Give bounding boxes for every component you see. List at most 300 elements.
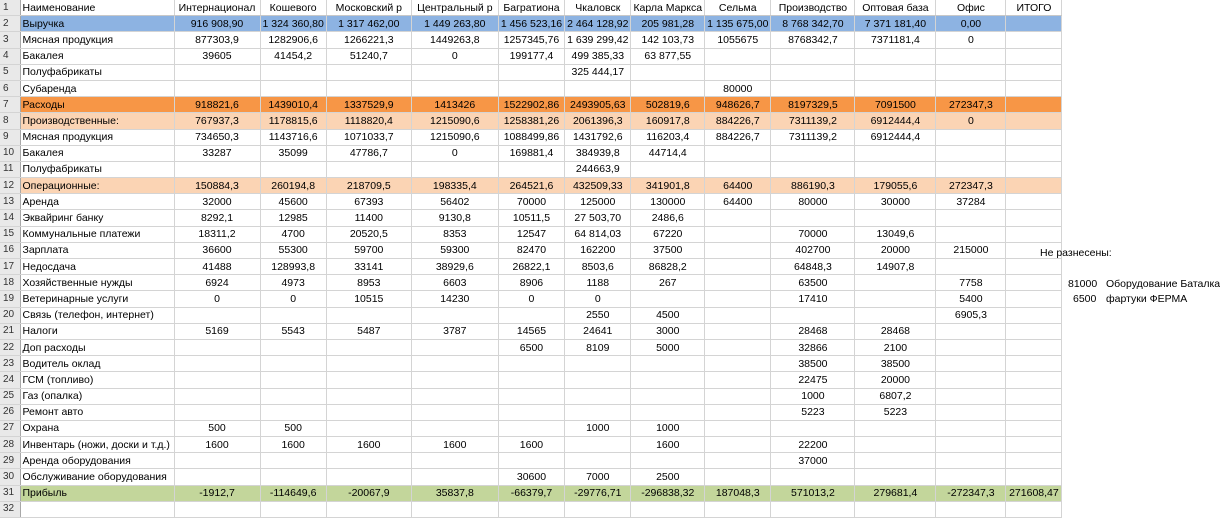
row-label-cell[interactable] [20,501,174,517]
value-cell[interactable] [498,64,564,80]
value-cell[interactable] [936,210,1006,226]
value-cell[interactable] [174,307,260,323]
value-cell[interactable] [260,404,326,420]
value-cell[interactable]: 734650,3 [174,129,260,145]
value-cell[interactable]: 4700 [260,226,326,242]
value-cell[interactable]: 12985 [260,210,326,226]
row-label-cell[interactable]: Расходы [20,97,174,113]
row-number[interactable]: 13 [0,194,20,210]
value-cell[interactable] [771,48,855,64]
value-cell[interactable]: 0 [411,145,498,161]
value-cell[interactable] [326,356,411,372]
value-cell[interactable] [705,307,771,323]
value-cell[interactable]: 4500 [631,307,705,323]
row-label-cell[interactable]: Аренда [20,194,174,210]
value-cell[interactable]: 11400 [326,210,411,226]
value-cell[interactable] [498,404,564,420]
value-cell[interactable] [1006,48,1062,64]
value-cell[interactable]: 0,00 [936,16,1006,32]
value-cell[interactable]: 24641 [565,323,631,339]
row-number[interactable]: 26 [0,404,20,420]
value-cell[interactable]: 47786,7 [326,145,411,161]
value-cell[interactable] [498,388,564,404]
value-cell[interactable]: 37500 [631,242,705,258]
row-label-cell[interactable]: Полуфабрикаты [20,64,174,80]
value-cell[interactable] [1006,161,1062,177]
value-cell[interactable] [498,453,564,469]
value-cell[interactable] [855,437,936,453]
value-cell[interactable] [631,372,705,388]
value-cell[interactable]: 35837,8 [411,485,498,501]
row-number[interactable]: 25 [0,388,20,404]
value-cell[interactable] [1006,437,1062,453]
row-number[interactable]: 14 [0,210,20,226]
value-cell[interactable] [411,64,498,80]
value-cell[interactable]: 1522902,86 [498,97,564,113]
value-cell[interactable] [260,356,326,372]
value-cell[interactable]: 3000 [631,323,705,339]
value-cell[interactable] [855,80,936,96]
value-cell[interactable] [411,404,498,420]
value-cell[interactable] [565,404,631,420]
value-cell[interactable] [705,275,771,291]
value-cell[interactable]: 877303,9 [174,32,260,48]
value-cell[interactable] [1006,404,1062,420]
value-cell[interactable] [936,129,1006,145]
value-cell[interactable]: 0 [174,291,260,307]
row-label-cell[interactable]: Недосдача [20,259,174,275]
value-cell[interactable]: 1600 [411,437,498,453]
value-cell[interactable] [936,48,1006,64]
column-header-cell[interactable]: Сельма [705,0,771,16]
value-cell[interactable]: 51240,7 [326,48,411,64]
value-cell[interactable] [260,469,326,485]
value-cell[interactable] [705,259,771,275]
value-cell[interactable] [771,469,855,485]
value-cell[interactable] [498,501,564,517]
row-number[interactable]: 8 [0,113,20,129]
value-cell[interactable] [936,323,1006,339]
value-cell[interactable] [1006,259,1062,275]
value-cell[interactable]: 45600 [260,194,326,210]
value-cell[interactable] [565,372,631,388]
value-cell[interactable] [631,64,705,80]
value-cell[interactable] [1006,16,1062,32]
value-cell[interactable] [705,145,771,161]
value-cell[interactable] [1006,145,1062,161]
value-cell[interactable]: 1 639 299,42 [565,32,631,48]
value-cell[interactable]: 160917,8 [631,113,705,129]
value-cell[interactable]: 30600 [498,469,564,485]
value-cell[interactable]: 41454,2 [260,48,326,64]
value-cell[interactable]: 162200 [565,242,631,258]
value-cell[interactable]: 767937,3 [174,113,260,129]
row-label-cell[interactable]: Производственные: [20,113,174,129]
value-cell[interactable]: 6603 [411,275,498,291]
value-cell[interactable] [260,372,326,388]
value-cell[interactable] [260,339,326,355]
value-cell[interactable] [705,161,771,177]
value-cell[interactable]: 6905,3 [936,307,1006,323]
row-label-cell[interactable]: Доп расходы [20,339,174,355]
value-cell[interactable]: 198335,4 [411,178,498,194]
side-note-text[interactable]: фартуки ФЕРМА [1106,293,1188,305]
value-cell[interactable] [936,437,1006,453]
value-cell[interactable] [631,388,705,404]
value-cell[interactable]: 14907,8 [855,259,936,275]
value-cell[interactable]: 39605 [174,48,260,64]
value-cell[interactable]: 7311139,2 [771,113,855,129]
value-cell[interactable] [498,161,564,177]
value-cell[interactable] [855,469,936,485]
value-cell[interactable]: 169881,4 [498,145,564,161]
value-cell[interactable] [174,64,260,80]
value-cell[interactable] [326,161,411,177]
value-cell[interactable]: 7311139,2 [771,129,855,145]
value-cell[interactable] [326,388,411,404]
value-cell[interactable] [174,388,260,404]
row-number[interactable]: 30 [0,469,20,485]
value-cell[interactable] [936,161,1006,177]
value-cell[interactable]: 1600 [498,437,564,453]
value-cell[interactable]: 38500 [771,356,855,372]
value-cell[interactable] [260,453,326,469]
value-cell[interactable] [1006,113,1062,129]
value-cell[interactable] [565,501,631,517]
value-cell[interactable]: 244663,9 [565,161,631,177]
value-cell[interactable]: 502819,6 [631,97,705,113]
column-header-cell[interactable]: Кошевого [260,0,326,16]
value-cell[interactable] [498,80,564,96]
value-cell[interactable]: 500 [174,420,260,436]
value-cell[interactable] [411,453,498,469]
value-cell[interactable]: 1257345,76 [498,32,564,48]
value-cell[interactable] [326,64,411,80]
value-cell[interactable]: 1088499,86 [498,129,564,145]
value-cell[interactable]: 142 103,73 [631,32,705,48]
value-cell[interactable]: 1215090,6 [411,113,498,129]
value-cell[interactable]: 5169 [174,323,260,339]
value-cell[interactable]: 3787 [411,323,498,339]
value-cell[interactable]: 1439010,4 [260,97,326,113]
value-cell[interactable]: 2500 [631,469,705,485]
side-note-amount[interactable]: 81000 [1068,278,1098,290]
value-cell[interactable]: 17410 [771,291,855,307]
value-cell[interactable] [1006,80,1062,96]
value-cell[interactable]: 8353 [411,226,498,242]
value-cell[interactable] [174,501,260,517]
row-number[interactable]: 4 [0,48,20,64]
row-label-cell[interactable]: Субаренда [20,80,174,96]
side-note-amount[interactable]: 6500 [1073,293,1097,305]
value-cell[interactable]: 205 981,28 [631,16,705,32]
value-cell[interactable]: 1055675 [705,32,771,48]
value-cell[interactable]: 2061396,3 [565,113,631,129]
value-cell[interactable] [411,80,498,96]
value-cell[interactable] [936,356,1006,372]
value-cell[interactable]: 32000 [174,194,260,210]
value-cell[interactable] [260,80,326,96]
value-cell[interactable] [631,356,705,372]
value-cell[interactable]: 7 371 181,40 [855,16,936,32]
value-cell[interactable]: 8503,6 [565,259,631,275]
row-number[interactable]: 3 [0,32,20,48]
row-number[interactable]: 10 [0,145,20,161]
value-cell[interactable] [705,242,771,258]
value-cell[interactable]: 272347,3 [936,178,1006,194]
value-cell[interactable]: 26822,1 [498,259,564,275]
row-label-cell[interactable]: Аренда оборудования [20,453,174,469]
value-cell[interactable] [411,356,498,372]
value-cell[interactable]: 8953 [326,275,411,291]
value-cell[interactable]: 6912444,4 [855,113,936,129]
value-cell[interactable] [1006,323,1062,339]
value-cell[interactable] [260,307,326,323]
value-cell[interactable]: 187048,3 [705,485,771,501]
value-cell[interactable]: 125000 [565,194,631,210]
value-cell[interactable]: 1258381,26 [498,113,564,129]
value-cell[interactable] [174,339,260,355]
value-cell[interactable] [411,420,498,436]
value-cell[interactable]: 1000 [631,420,705,436]
value-cell[interactable]: 37000 [771,453,855,469]
row-number[interactable]: 2 [0,16,20,32]
value-cell[interactable]: 70000 [771,226,855,242]
value-cell[interactable]: 10515 [326,291,411,307]
value-cell[interactable] [498,307,564,323]
value-cell[interactable]: 7091500 [855,97,936,113]
value-cell[interactable]: -272347,3 [936,485,1006,501]
value-cell[interactable] [1006,339,1062,355]
column-header-cell[interactable]: Интернационал [174,0,260,16]
value-cell[interactable] [855,420,936,436]
row-number[interactable]: 28 [0,437,20,453]
value-cell[interactable]: 8 768 342,70 [771,16,855,32]
value-cell[interactable] [1006,388,1062,404]
value-cell[interactable]: 22475 [771,372,855,388]
value-cell[interactable] [1006,453,1062,469]
value-cell[interactable] [771,145,855,161]
value-cell[interactable] [936,501,1006,517]
value-cell[interactable] [174,80,260,96]
value-cell[interactable] [705,323,771,339]
row-label-cell[interactable]: ГСМ (топливо) [20,372,174,388]
row-number[interactable]: 19 [0,291,20,307]
value-cell[interactable]: 8292,1 [174,210,260,226]
value-cell[interactable] [705,420,771,436]
value-cell[interactable]: 1431792,6 [565,129,631,145]
row-label-cell[interactable]: Бакалея [20,145,174,161]
value-cell[interactable] [705,64,771,80]
value-cell[interactable]: -29776,71 [565,485,631,501]
value-cell[interactable] [260,64,326,80]
row-number[interactable]: 5 [0,64,20,80]
value-cell[interactable]: 86828,2 [631,259,705,275]
value-cell[interactable] [936,145,1006,161]
value-cell[interactable]: 1000 [771,388,855,404]
value-cell[interactable]: 56402 [411,194,498,210]
value-cell[interactable]: 12547 [498,226,564,242]
value-cell[interactable]: 82470 [498,242,564,258]
value-cell[interactable] [565,388,631,404]
value-cell[interactable] [855,275,936,291]
value-cell[interactable]: 36600 [174,242,260,258]
value-cell[interactable]: 130000 [631,194,705,210]
value-cell[interactable]: -66379,7 [498,485,564,501]
row-number[interactable]: 22 [0,339,20,355]
row-label-cell[interactable]: Полуфабрикаты [20,161,174,177]
value-cell[interactable] [326,372,411,388]
value-cell[interactable] [1006,291,1062,307]
value-cell[interactable]: 1071033,7 [326,129,411,145]
value-cell[interactable]: 0 [565,291,631,307]
value-cell[interactable] [1006,307,1062,323]
value-cell[interactable] [326,501,411,517]
value-cell[interactable]: 5543 [260,323,326,339]
value-cell[interactable] [631,404,705,420]
row-label-cell[interactable]: Обслуживание оборудования [20,469,174,485]
value-cell[interactable]: 37284 [936,194,1006,210]
value-cell[interactable] [855,48,936,64]
value-cell[interactable] [771,501,855,517]
value-cell[interactable] [855,453,936,469]
value-cell[interactable] [705,437,771,453]
value-cell[interactable]: 918821,6 [174,97,260,113]
value-cell[interactable]: 22200 [771,437,855,453]
value-cell[interactable]: 886190,3 [771,178,855,194]
column-header-cell[interactable]: Карла Маркса [631,0,705,16]
value-cell[interactable] [936,64,1006,80]
value-cell[interactable]: 59700 [326,242,411,258]
value-cell[interactable] [326,80,411,96]
value-cell[interactable]: 28468 [855,323,936,339]
value-cell[interactable] [631,80,705,96]
value-cell[interactable]: 1282906,6 [260,32,326,48]
value-cell[interactable]: 2486,6 [631,210,705,226]
value-cell[interactable]: 384939,8 [565,145,631,161]
value-cell[interactable] [936,339,1006,355]
value-cell[interactable] [705,404,771,420]
value-cell[interactable] [411,339,498,355]
value-cell[interactable]: 1 456 523,16 [498,16,564,32]
value-cell[interactable] [705,469,771,485]
row-number[interactable]: 12 [0,178,20,194]
value-cell[interactable]: 916 908,90 [174,16,260,32]
side-note-text[interactable]: Оборудование Баталка [1106,278,1220,290]
value-cell[interactable] [498,356,564,372]
value-cell[interactable]: 10511,5 [498,210,564,226]
value-cell[interactable]: -114649,6 [260,485,326,501]
value-cell[interactable] [705,453,771,469]
value-cell[interactable] [411,307,498,323]
value-cell[interactable] [1006,129,1062,145]
value-cell[interactable]: 267 [631,275,705,291]
value-cell[interactable]: 1600 [326,437,411,453]
value-cell[interactable] [705,210,771,226]
value-cell[interactable] [771,307,855,323]
value-cell[interactable] [936,80,1006,96]
row-label-cell[interactable]: Мясная продукция [20,129,174,145]
value-cell[interactable]: 5000 [631,339,705,355]
value-cell[interactable]: 64848,3 [771,259,855,275]
value-cell[interactable]: 279681,4 [855,485,936,501]
value-cell[interactable]: 6807,2 [855,388,936,404]
value-cell[interactable]: 0 [936,113,1006,129]
row-number[interactable]: 16 [0,242,20,258]
value-cell[interactable] [498,420,564,436]
value-cell[interactable]: 500 [260,420,326,436]
value-cell[interactable] [855,501,936,517]
value-cell[interactable]: 4973 [260,275,326,291]
value-cell[interactable]: 1178815,6 [260,113,326,129]
value-cell[interactable] [1006,275,1062,291]
row-label-cell[interactable]: Хозяйственные нужды [20,275,174,291]
row-label-cell[interactable]: Операционные: [20,178,174,194]
value-cell[interactable]: 13049,6 [855,226,936,242]
column-header-cell[interactable]: Наименование [20,0,174,16]
value-cell[interactable]: 70000 [498,194,564,210]
row-number[interactable]: 32 [0,501,20,517]
value-cell[interactable] [936,404,1006,420]
value-cell[interactable]: 199177,4 [498,48,564,64]
value-cell[interactable]: 55300 [260,242,326,258]
value-cell[interactable]: 1 317 462,00 [326,16,411,32]
value-cell[interactable]: 884226,7 [705,129,771,145]
value-cell[interactable] [631,453,705,469]
value-cell[interactable] [411,372,498,388]
value-cell[interactable]: 67393 [326,194,411,210]
value-cell[interactable]: 571013,2 [771,485,855,501]
value-cell[interactable] [1006,501,1062,517]
value-cell[interactable] [855,64,936,80]
value-cell[interactable] [1006,210,1062,226]
value-cell[interactable]: 8768342,7 [771,32,855,48]
value-cell[interactable]: 64400 [705,178,771,194]
value-cell[interactable] [705,372,771,388]
value-cell[interactable] [705,339,771,355]
row-label-cell[interactable]: Зарплата [20,242,174,258]
row-label-cell[interactable]: Мясная продукция [20,32,174,48]
value-cell[interactable]: 341901,8 [631,178,705,194]
value-cell[interactable]: 179055,6 [855,178,936,194]
value-cell[interactable]: 1 324 360,80 [260,16,326,32]
value-cell[interactable]: 6500 [498,339,564,355]
value-cell[interactable]: 884226,7 [705,113,771,129]
value-cell[interactable] [174,356,260,372]
value-cell[interactable]: 432509,33 [565,178,631,194]
value-cell[interactable]: 38929,6 [411,259,498,275]
value-cell[interactable]: 27 503,70 [565,210,631,226]
value-cell[interactable]: -1912,7 [174,485,260,501]
value-cell[interactable]: 33141 [326,259,411,275]
value-cell[interactable] [326,420,411,436]
column-header-cell[interactable]: Багратиона [498,0,564,16]
value-cell[interactable]: 150884,3 [174,178,260,194]
value-cell[interactable] [855,161,936,177]
value-cell[interactable] [260,388,326,404]
value-cell[interactable]: 6924 [174,275,260,291]
value-cell[interactable]: 1143716,6 [260,129,326,145]
row-label-cell[interactable]: Коммунальные платежи [20,226,174,242]
value-cell[interactable]: 14565 [498,323,564,339]
value-cell[interactable] [174,161,260,177]
value-cell[interactable] [174,404,260,420]
value-cell[interactable] [326,453,411,469]
value-cell[interactable]: 5400 [936,291,1006,307]
value-cell[interactable] [565,437,631,453]
value-cell[interactable] [771,64,855,80]
value-cell[interactable]: 0 [936,32,1006,48]
